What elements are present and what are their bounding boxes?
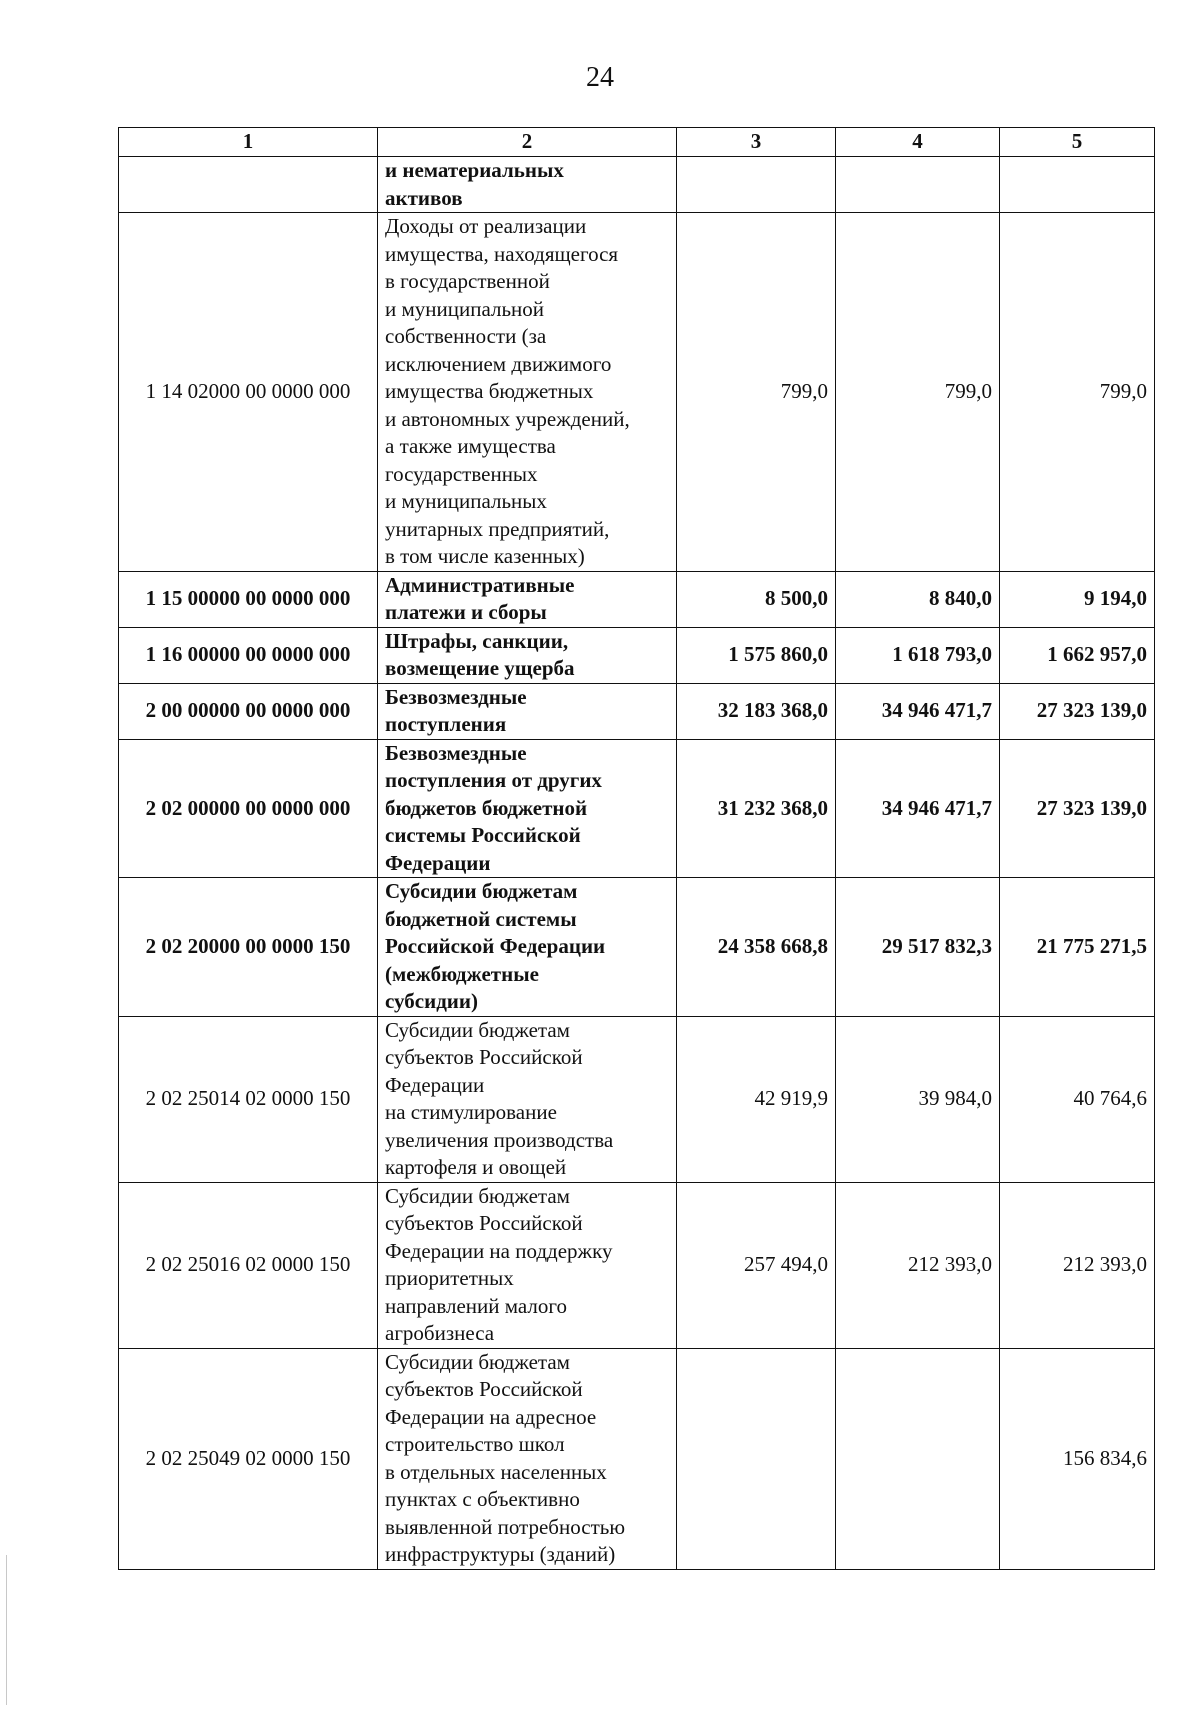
value-col5-cell: 799,0 xyxy=(1000,213,1155,572)
description-cell: Штрафы, санкции, возмещение ущерба xyxy=(378,627,677,683)
column-header-4: 4 xyxy=(836,128,1000,157)
description-cell: Доходы от реализации имущества, находящегося в государственной и муниципальной собственности (за исключением движимого имущества бюджетных и автономных учреждений, а также имущества государственных и муниципальных унитарных предприятий, в том числе казенных) xyxy=(378,213,677,572)
table-row xyxy=(119,157,1155,213)
code-cell: 2 02 25016 02 0000 150 xyxy=(119,1182,378,1348)
value-col3-cell: 24 358 668,8 xyxy=(677,878,836,1017)
table-row xyxy=(119,1016,1155,1182)
table-row xyxy=(119,627,1155,683)
value-col3-cell: 32 183 368,0 xyxy=(677,683,836,739)
table-row xyxy=(119,213,1155,572)
value-col4-cell: 212 393,0 xyxy=(836,1182,1000,1348)
table-header-row xyxy=(119,128,1155,157)
value-col4-cell: 39 984,0 xyxy=(836,1016,1000,1182)
code-cell: 1 15 00000 00 0000 000 xyxy=(119,571,378,627)
value-col3-cell: 42 919,9 xyxy=(677,1016,836,1182)
page-number: 24 xyxy=(586,62,614,93)
value-col5-cell: 27 323 139,0 xyxy=(1000,683,1155,739)
table-row xyxy=(119,739,1155,878)
value-col3-cell: 799,0 xyxy=(677,213,836,572)
column-header-3: 3 xyxy=(677,128,836,157)
value-col4-cell xyxy=(836,157,1000,213)
value-col4-cell: 1 618 793,0 xyxy=(836,627,1000,683)
code-cell: 2 02 00000 00 0000 000 xyxy=(119,739,378,878)
code-cell: 2 02 20000 00 0000 150 xyxy=(119,878,378,1017)
value-col5-cell: 1 662 957,0 xyxy=(1000,627,1155,683)
budget-table xyxy=(118,127,1155,1570)
column-header-1: 1 xyxy=(119,128,378,157)
value-col4-cell: 799,0 xyxy=(836,213,1000,572)
code-cell: 1 16 00000 00 0000 000 xyxy=(119,627,378,683)
column-header-5: 5 xyxy=(1000,128,1155,157)
value-col3-cell: 1 575 860,0 xyxy=(677,627,836,683)
value-col4-cell: 29 517 832,3 xyxy=(836,878,1000,1017)
description-cell: Безвозмездные поступления xyxy=(378,683,677,739)
description-cell: Субсидии бюджетам бюджетной системы Российской Федерации (межбюджетные субсидии) xyxy=(378,878,677,1017)
description-cell: Субсидии бюджетам субъектов Российской Федерации на стимулирование увеличения производства картофеля и овощей xyxy=(378,1016,677,1182)
value-col5-cell: 21 775 271,5 xyxy=(1000,878,1155,1017)
value-col3-cell: 8 500,0 xyxy=(677,571,836,627)
code-cell: 2 02 25014 02 0000 150 xyxy=(119,1016,378,1182)
value-col4-cell: 8 840,0 xyxy=(836,571,1000,627)
table-row xyxy=(119,571,1155,627)
value-col3-cell: 257 494,0 xyxy=(677,1182,836,1348)
column-header-2: 2 xyxy=(378,128,677,157)
value-col5-cell: 40 764,6 xyxy=(1000,1016,1155,1182)
value-col5-cell: 9 194,0 xyxy=(1000,571,1155,627)
description-cell: Субсидии бюджетам субъектов Российской Федерации на адресное строительство школ в отдельных населенных пунктах с объективно выявленной потребностью инфраструктуры (зданий) xyxy=(378,1348,677,1569)
code-cell xyxy=(119,157,378,213)
table-row xyxy=(119,683,1155,739)
value-col3-cell xyxy=(677,157,836,213)
value-col5-cell: 27 323 139,0 xyxy=(1000,739,1155,878)
table-row xyxy=(119,1348,1155,1569)
table-row xyxy=(119,1182,1155,1348)
description-cell: Субсидии бюджетам субъектов Российской Федерации на поддержку приоритетных направлений малого агробизнеса xyxy=(378,1182,677,1348)
value-col4-cell: 34 946 471,7 xyxy=(836,739,1000,878)
value-col5-cell: 212 393,0 xyxy=(1000,1182,1155,1348)
value-col3-cell xyxy=(677,1348,836,1569)
value-col4-cell: 34 946 471,7 xyxy=(836,683,1000,739)
description-cell: и нематериальных активов xyxy=(378,157,677,213)
value-col3-cell: 31 232 368,0 xyxy=(677,739,836,878)
value-col5-cell: 156 834,6 xyxy=(1000,1348,1155,1569)
margin-line xyxy=(6,1555,7,1705)
description-cell: Административные платежи и сборы xyxy=(378,571,677,627)
code-cell: 1 14 02000 00 0000 000 xyxy=(119,213,378,572)
table-row xyxy=(119,878,1155,1017)
code-cell: 2 00 00000 00 0000 000 xyxy=(119,683,378,739)
code-cell: 2 02 25049 02 0000 150 xyxy=(119,1348,378,1569)
value-col4-cell xyxy=(836,1348,1000,1569)
description-cell: Безвозмездные поступления от других бюджетов бюджетной системы Российской Федерации xyxy=(378,739,677,878)
value-col5-cell xyxy=(1000,157,1155,213)
